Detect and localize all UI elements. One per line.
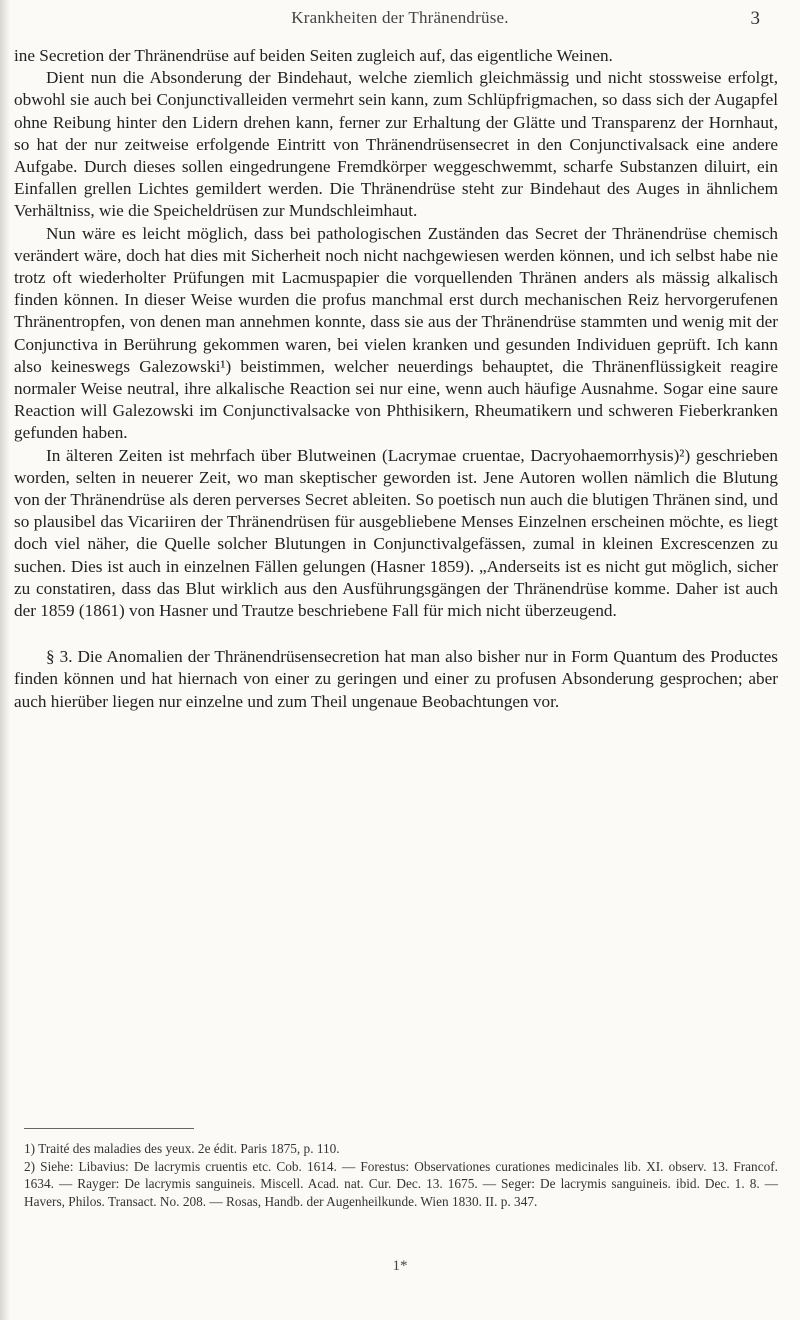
page-number: 3 bbox=[750, 8, 760, 29]
paragraph: Dient nun die Absonderung der Bindehaut, welche ziemlich gleichmässig und nicht stossweise erfolgt, obwohl sie auch bei Conjunctivalleiden vermehrt sein kann, zum Schlüpfrigmachen, so dass sich der Augapfel ohne Reibung hinter den Lidern drehen kann, ferner zur Erhaltung der Glätte und Transparenz der Hornhaut, so hat der nur zeitweise erfolgende Eintritt von Thränendrüsensecret in den Conjunctivalsack eine andere Aufgabe. Durch dieses sollen eingedrungene Fremdkörper weggeschwemmt, scharfe Substanzen diluirt, ein Einfallen grellen Lichtes gemildert werden. Die Thränendrüse steht zur Bindehaut des Auges in ähnlichem Verhältniss, wie die Speicheldrüsen zur Mundschleimhaut. bbox=[14, 68, 778, 221]
paragraph: In älteren Zeiten ist mehrfach über Blutweinen (Lacrymae cruentae, Dacryohaemorrhysis)²) geschrieben worden, selten in neuerer Zeit, wo man skeptischer geworden ist. Jene Autoren wollen nämlich die Blutung von der Thränendrüse als deren perverses Secret ableiten. So poetisch nun auch die blutigen Thränen sind, und so plausibel das Vicariiren der Thränendrüsen für ausgebliebene Menses Einzelnen erscheinen möchte, es liegt doch viel näher, die Quelle solcher Blutungen in Conjunctivalgefässen, zumal in kleinen Excrescenzen zu suchen. Dies ist auch in einzelnen Fällen gelungen (Hasner 1859). „Anderseits ist es nicht gut möglich, sicher zu constatiren, dass das Blut wirklich aus den Ausführungsgängen der Thränendrüse komme. Daher ist auch der 1859 (1861) von Hasner und Trautze beschriebene Fall für mich nicht überzeugend. bbox=[14, 445, 778, 621]
section-paragraph: § 3. Die Anomalien der Thränendrüsensecretion hat man also bisher nur in Form Quantum des Productes finden können und hat hiernach von einer zu geringen und einer zu profusen Absonderung gesprochen; aber auch hierüber liegen nur einzelne und zum Theil ungenaue Beobachtungen vor. bbox=[14, 647, 778, 711]
paragraph: Nun wäre es leicht möglich, dass bei pathologischen Zuständen das Secret der Thränendrüse chemisch verändert wäre, doch hat dies mit Sicherheit noch nicht nachgewiesen werden können, und ich selbst habe nie trotz oft wiederholter Prüfungen mit Lacmuspapier die vorquellenden Thränen anders als mässig alkalisch finden können. In dieser Weise wurden die profus manchmal erst durch mechanischen Reiz hervorgerufenen Thränentropfen, von denen man annehmen konnte, dass sie aus der Thränendrüse stammten und wenig mit der Conjunctiva in Berührung gekommen waren, bei vielen kranken und gesunden Individuen geprüft. Ich kann also keineswegs Galezowski¹) beistimmen, welcher neuerdings behauptet, die Thränenflüssigkeit reagire normaler Weise neutral, ihre alkalische Reaction sei nur eine, wenn auch häufige Ausnahme. Sogar eine saure Reaction will Galezowski im Conjunctivalsacke von Phthisikern, Rheumatikern und schweren Fieberkranken gefunden haben. bbox=[14, 223, 778, 443]
footnotes bbox=[24, 1140, 778, 1210]
binding-shadow bbox=[0, 0, 10, 1320]
signature-mark: 1* bbox=[392, 1258, 408, 1274]
footnote: 2) Siehe: Libavius: De lacrymis cruentis etc. Cob. 1614. — Forestus: Observationes curationes medicinales lib. XI. observ. 13. Francof. 1634. — Rayger: De lacrymis sanguineis. Miscell. Acad. nat. Cur. Dec. 13. 1675. — Seger: De lacrymis sanguineis. ibid. Dec. 1. 8. — Havers, Philos. Transact. No. 208. — Rosas, Handb. der Augenheilkunde. Wien 1830. II. p. 347. bbox=[24, 1158, 778, 1209]
page-header bbox=[0, 8, 800, 38]
paragraph-continuation: ine Secretion der Thränendrüse auf beiden Seiten zugleich auf, das eigentliche Weinen. bbox=[14, 46, 613, 65]
running-title: Krankheiten der Thränendrüse. bbox=[291, 8, 509, 27]
footnote-rule bbox=[24, 1128, 194, 1129]
main-text bbox=[14, 45, 778, 713]
footnote: 1) Traité des maladies des yeux. 2e édit. Paris 1875, p. 110. bbox=[24, 1141, 340, 1156]
